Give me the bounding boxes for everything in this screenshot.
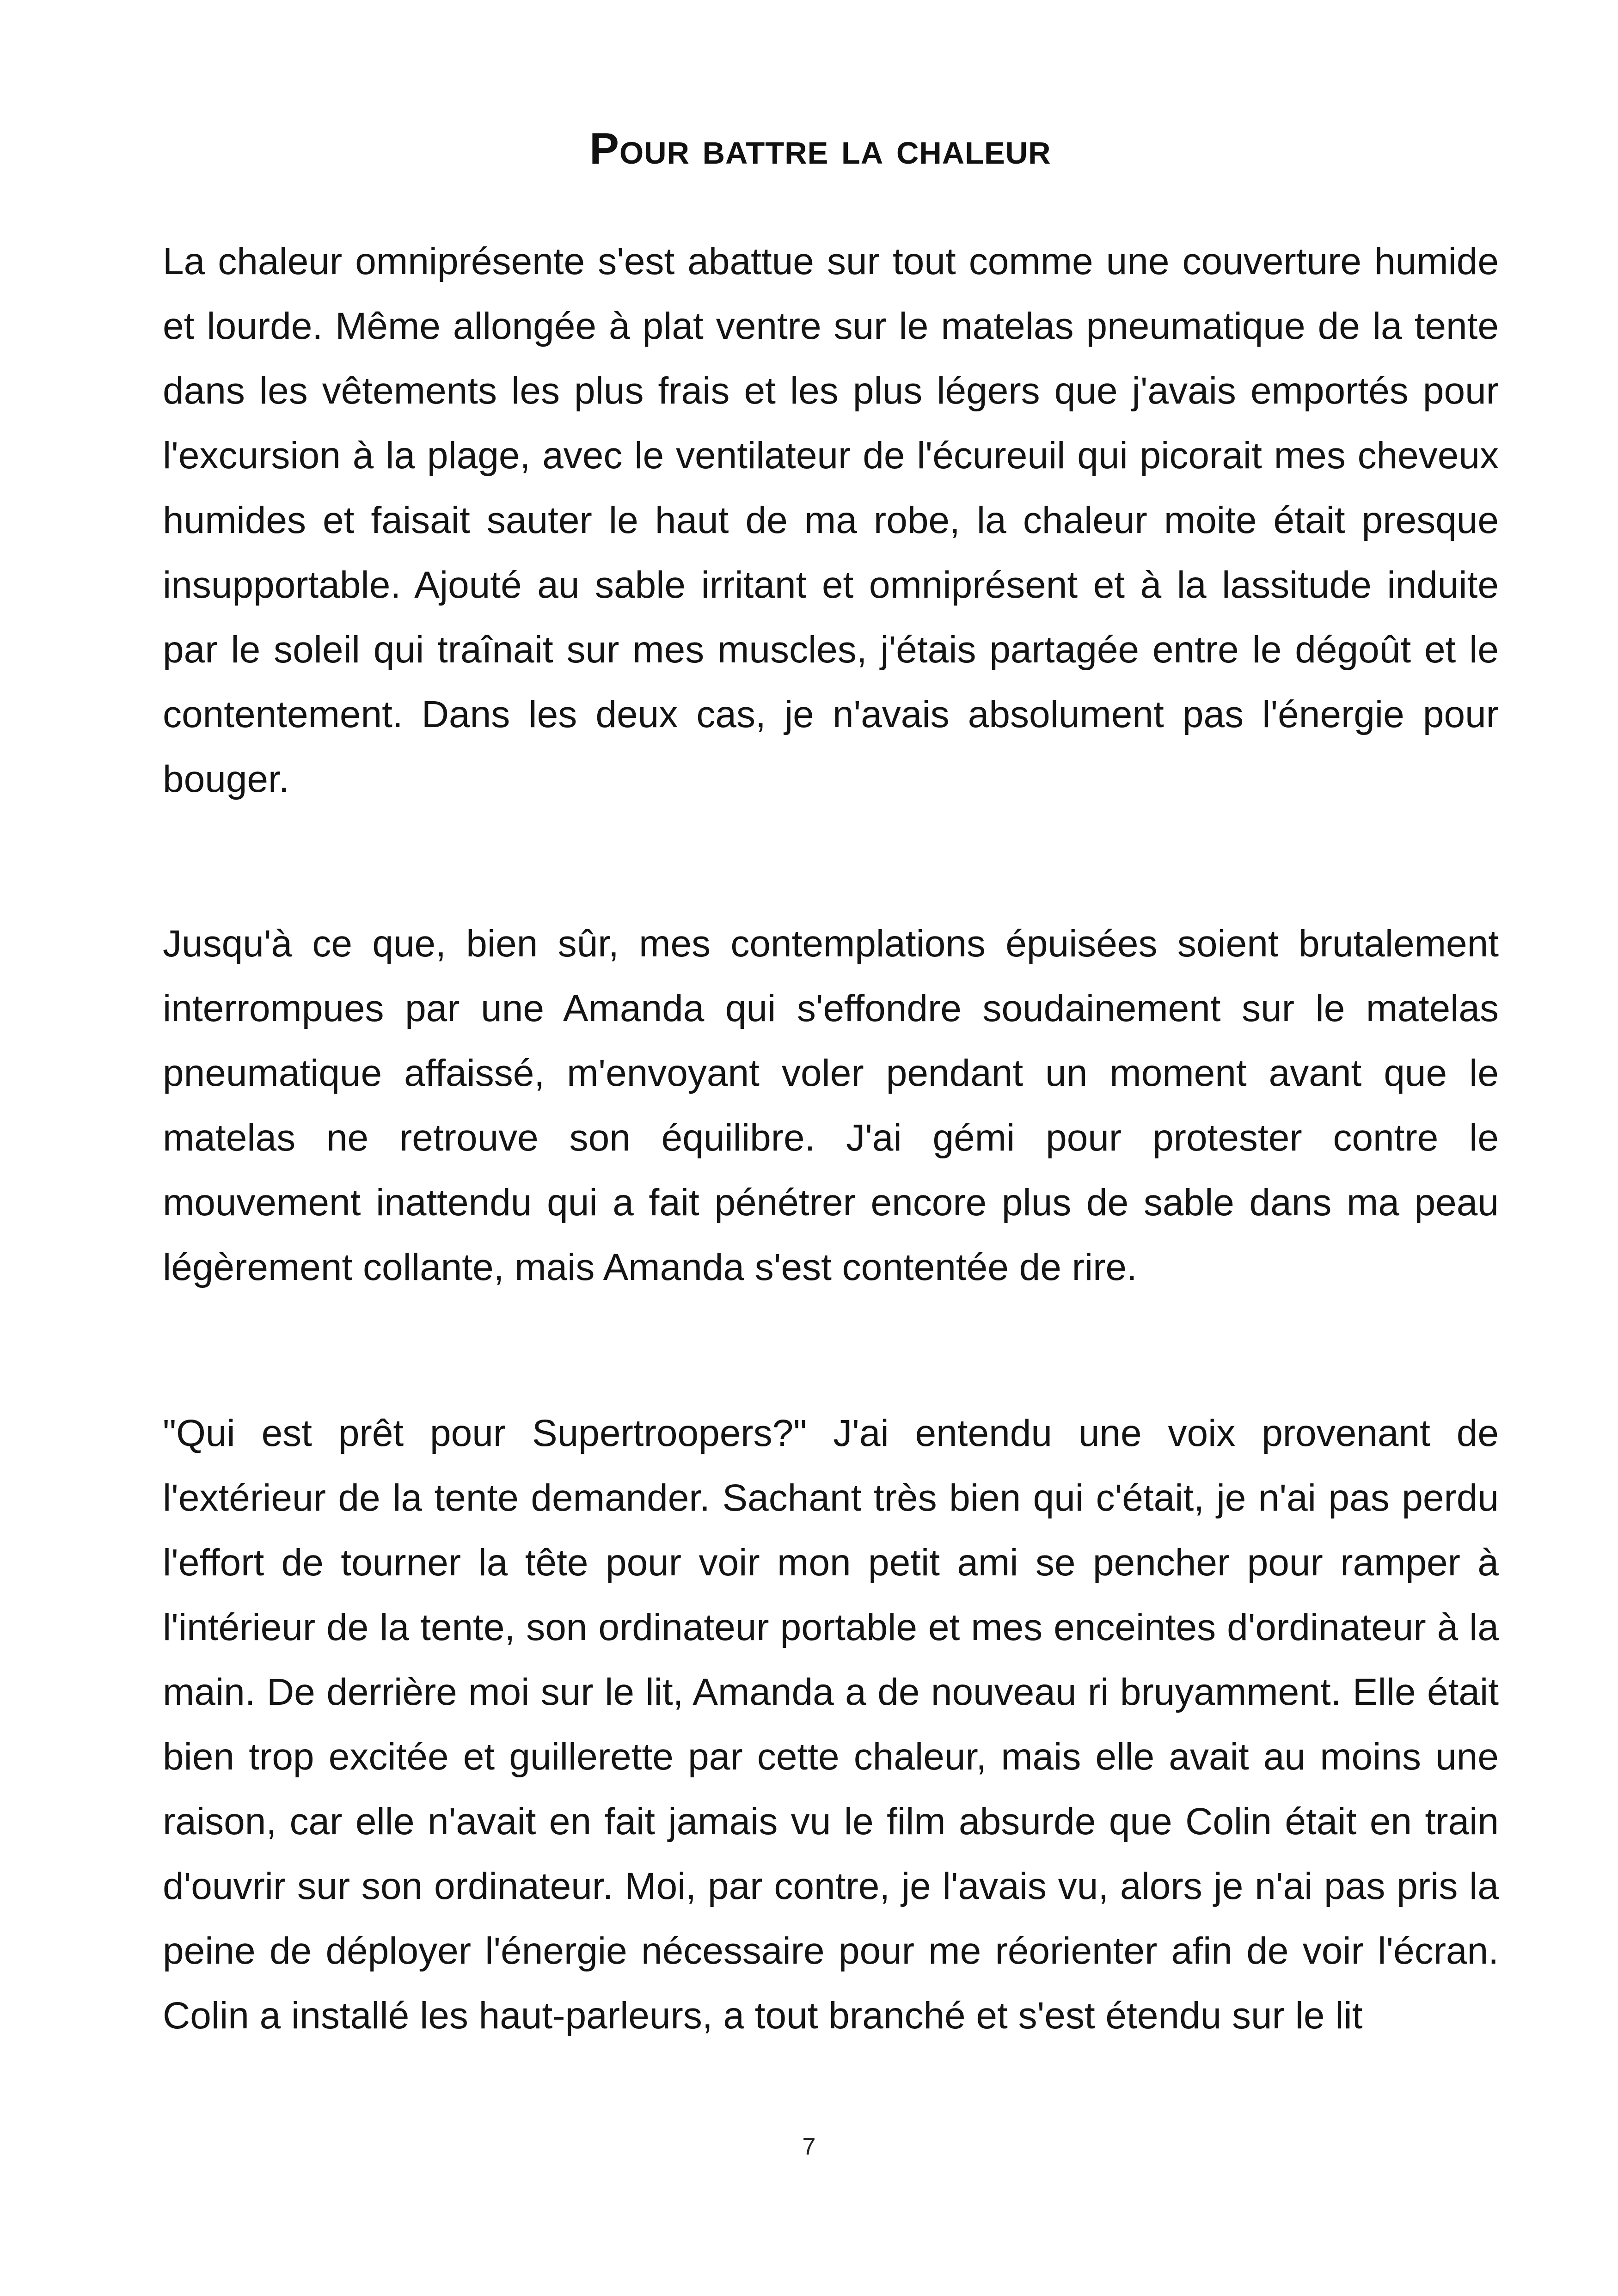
body-paragraph-2: Jusqu'à ce que, bien sûr, mes contemplations épuisées soient brutalement interrompues par une Amanda qui s'effondre soudainement sur le matelas pneumatique affaissé, m'envoyant voler pendant un moment avant que le matelas ne retrouve son équilibre. J'ai gémi pour protester contre le mouvement inattendu qui a fait pénétrer encore plus de sable dans ma peau légèrement collante, mais Amanda s'est contentée de rire. [163,923,1499,1288]
body-paragraph-3: "Qui est prêt pour Supertroopers?" J'ai entendu une voix provenant de l'extérieur de la tente demander. Sachant très bien qui c'était, je n'ai pas perdu l'effort de tourner la tête pour voir mon petit ami se pencher pour ramper à l'intérieur de la tente, son ordinateur portable et mes enceintes d'ordinateur à la main. De derrière moi sur le lit, Amanda a de nouveau ri bruyamment. Elle était bien trop excitée et guillerette par cette chaleur, mais elle avait au moins une raison, car elle n'avait en fait jamais vu le film absurde que Colin était en train d'ouvrir sur son ordinateur. Moi, par contre, je l'avais vu, alors je n'ai pas pris la peine de déployer l'énergie nécessaire pour me réorienter afin de voir l'écran. Colin a installé les haut-parleurs, a tout branché et s'est étendu sur le lit [163,1412,1499,2037]
page-number: 7 [802,2133,816,2160]
body-paragraph-1: La chaleur omniprésente s'est abattue sur tout comme une couverture humide et lourde. Même allongée à plat ventre sur le matelas pneumatique de la tente dans les vêtements les plus frais et les plus légers que j'avais emportés pour l'excursion à la plage, avec le ventilateur de l'écureuil qui picorait mes cheveux humides et faisait sauter le haut de ma robe, la chaleur moite était presque insupportable. Ajouté au sable irritant et omniprésent et à la lassitude induite par le soleil qui traînait sur mes muscles, j'étais partagée entre le dégoût et le contentement. Dans les deux cas, je n'avais absolument pas l'énergie pour bouger. [163,240,1499,800]
chapter-title: Pour battre la chaleur [589,124,1051,173]
